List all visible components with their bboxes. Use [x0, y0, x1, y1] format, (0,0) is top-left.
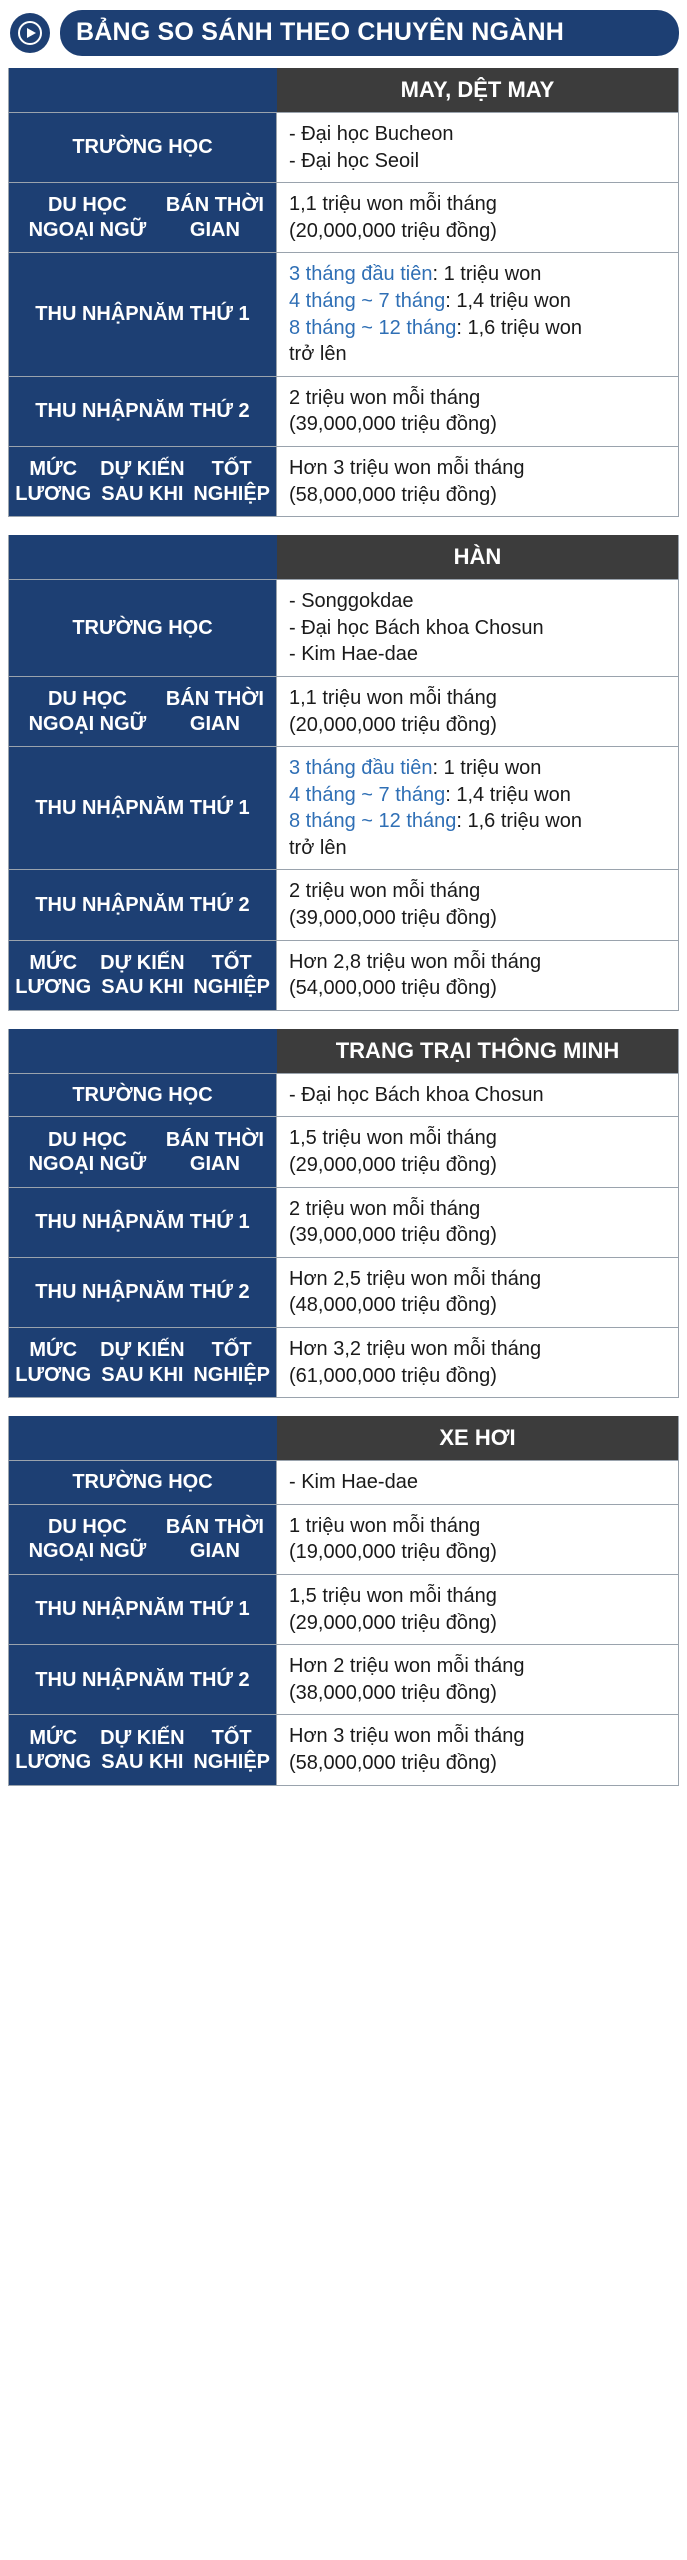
table-heading: HÀN: [277, 535, 678, 579]
table-heading: XE HƠI: [277, 1416, 678, 1460]
table-row: [9, 1714, 678, 1784]
row-label-school: TRƯỜNG HỌC: [9, 580, 277, 676]
row-value-school: - Kim Hae-dae: [277, 1461, 678, 1504]
table-row: [9, 676, 678, 746]
row-label-school: TRƯỜNG HỌC: [9, 113, 277, 182]
row-value-income_y2: 2 triệu won mỗi tháng (39,000,000 triệu đồng): [277, 870, 678, 939]
table-heading-row: [9, 1029, 678, 1073]
row-label-income_y1: THU NHẬP NĂM THỨ 1: [9, 1575, 277, 1644]
row-value-income_y1: 3 tháng đầu tiên: 1 triệu won 4 tháng ~ 7 tháng: 1,4 triệu won 8 tháng ~ 12 tháng: 1,6 triệu won trở lên: [277, 253, 678, 375]
table-row: [9, 1327, 678, 1397]
row-label-part_time: DU HỌC NGOẠI NGỮ BÁN THỜI GIAN: [9, 183, 277, 252]
row-label-income_y2: THU NHẬP NĂM THỨ 2: [9, 377, 277, 446]
row-label-salary: MỨC LƯƠNG DỰ KIẾN SAU KHI TỐT NGHIỆP: [9, 941, 277, 1010]
comparison-table: [8, 535, 679, 1011]
table-row: [9, 869, 678, 939]
table-row: [9, 1187, 678, 1257]
row-value-salary: Hơn 3,2 triệu won mỗi tháng (61,000,000 triệu đồng): [277, 1328, 678, 1397]
row-label-part_time: DU HỌC NGOẠI NGỮ BÁN THỜI GIAN: [9, 1117, 277, 1186]
table-row: [9, 1460, 678, 1504]
row-value-part_time: 1,5 triệu won mỗi tháng (29,000,000 triệu đồng): [277, 1117, 678, 1186]
row-label-income_y2: THU NHẬP NĂM THỨ 2: [9, 870, 277, 939]
table-row: [9, 1644, 678, 1714]
row-value-income_y1: 1,5 triệu won mỗi tháng (29,000,000 triệu đồng): [277, 1575, 678, 1644]
table-heading-row: [9, 535, 678, 579]
row-value-income_y2: 2 triệu won mỗi tháng (39,000,000 triệu đồng): [277, 377, 678, 446]
table-heading-row: [9, 1416, 678, 1460]
row-label-school: TRƯỜNG HỌC: [9, 1461, 277, 1504]
row-label-salary: MỨC LƯƠNG DỰ KIẾN SAU KHI TỐT NGHIỆP: [9, 1328, 277, 1397]
comparison-table: [8, 68, 679, 517]
row-label-income_y1: THU NHẬP NĂM THỨ 1: [9, 253, 277, 375]
table-row: [9, 1504, 678, 1574]
table-row: [9, 1257, 678, 1327]
row-label-salary: MỨC LƯƠNG DỰ KIẾN SAU KHI TỐT NGHIỆP: [9, 447, 277, 516]
comparison-table: [8, 1029, 679, 1398]
row-value-salary: Hơn 2,8 triệu won mỗi tháng (54,000,000 triệu đồng): [277, 941, 678, 1010]
row-label-salary: MỨC LƯƠNG DỰ KIẾN SAU KHI TỐT NGHIỆP: [9, 1715, 277, 1784]
row-label-school: TRƯỜNG HỌC: [9, 1074, 277, 1117]
row-value-part_time: 1,1 triệu won mỗi tháng (20,000,000 triệu đồng): [277, 183, 678, 252]
row-value-income_y2: Hơn 2,5 triệu won mỗi tháng (48,000,000 triệu đồng): [277, 1258, 678, 1327]
row-value-income_y1: 2 triệu won mỗi tháng (39,000,000 triệu đồng): [277, 1188, 678, 1257]
row-value-school: - Đại học Bucheon - Đại học Seoil: [277, 113, 678, 182]
row-value-income_y1: 3 tháng đầu tiên: 1 triệu won 4 tháng ~ 7 tháng: 1,4 triệu won 8 tháng ~ 12 tháng: 1,6 triệu won trở lên: [277, 747, 678, 869]
heading-spacer: [9, 68, 277, 112]
comparison-table: [8, 1416, 679, 1785]
comparison-tables: [0, 68, 687, 1786]
heading-spacer: [9, 1416, 277, 1460]
table-row: [9, 252, 678, 375]
table-heading: TRANG TRẠI THÔNG MINH: [277, 1029, 678, 1073]
row-label-income_y1: THU NHẬP NĂM THỨ 1: [9, 747, 277, 869]
table-row: [9, 1116, 678, 1186]
row-value-school: - Đại học Bách khoa Chosun: [277, 1074, 678, 1117]
row-label-income_y1: THU NHẬP NĂM THỨ 1: [9, 1188, 277, 1257]
table-row: [9, 579, 678, 676]
table-row: [9, 940, 678, 1010]
table-row: [9, 376, 678, 446]
play-circle-icon: [10, 13, 50, 53]
table-row: [9, 1574, 678, 1644]
row-value-salary: Hơn 3 triệu won mỗi tháng (58,000,000 triệu đồng): [277, 1715, 678, 1784]
row-value-school: - Songgokdae - Đại học Bách khoa Chosun - Kim Hae-dae: [277, 580, 678, 676]
row-label-part_time: DU HỌC NGOẠI NGỮ BÁN THỜI GIAN: [9, 1505, 277, 1574]
table-row: [9, 1073, 678, 1117]
page-header: [0, 0, 687, 68]
table-row: [9, 112, 678, 182]
heading-spacer: [9, 1029, 277, 1073]
row-label-part_time: DU HỌC NGOẠI NGỮ BÁN THỜI GIAN: [9, 677, 277, 746]
row-label-income_y2: THU NHẬP NĂM THỨ 2: [9, 1645, 277, 1714]
heading-spacer: [9, 535, 277, 579]
row-label-income_y2: THU NHẬP NĂM THỨ 2: [9, 1258, 277, 1327]
table-heading-row: [9, 68, 678, 112]
table-row: [9, 446, 678, 516]
table-heading: MAY, DỆT MAY: [277, 68, 678, 112]
row-value-income_y2: Hơn 2 triệu won mỗi tháng (38,000,000 triệu đồng): [277, 1645, 678, 1714]
row-value-salary: Hơn 3 triệu won mỗi tháng (58,000,000 triệu đồng): [277, 447, 678, 516]
page-title: BẢNG SO SÁNH THEO CHUYÊN NGÀNH: [60, 10, 679, 56]
table-row: [9, 182, 678, 252]
row-value-part_time: 1,1 triệu won mỗi tháng (20,000,000 triệu đồng): [277, 677, 678, 746]
row-value-part_time: 1 triệu won mỗi tháng (19,000,000 triệu đồng): [277, 1505, 678, 1574]
table-row: [9, 746, 678, 869]
